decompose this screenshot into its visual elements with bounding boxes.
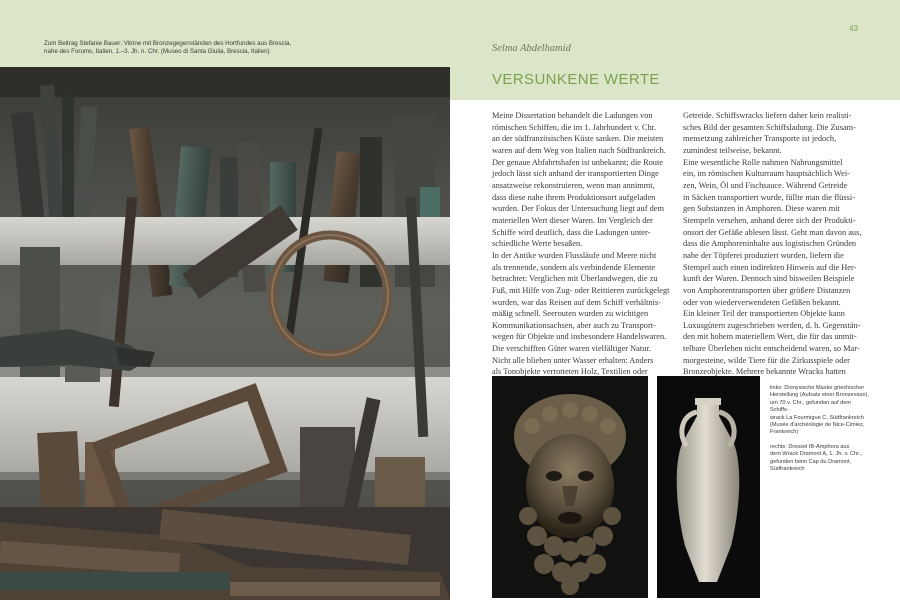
left-photo-caption xyxy=(44,40,344,56)
text-column-left xyxy=(492,110,684,378)
text-line: nahe der Töpferei produziert wurden, liefern die xyxy=(683,250,844,260)
text-column-right xyxy=(683,110,875,378)
text-line: dass diese nahe ihrem Produktionsort aufgeladen xyxy=(492,192,656,202)
text-line: Fuß, mit Hilfe von Zug- oder Reittieren zurückgelegt xyxy=(492,285,670,295)
caption-line: links: Dionysische Maske griechischer xyxy=(770,385,865,391)
text-line: Eine wesentliche Rolle nahmen Nahrungsmittel xyxy=(683,157,843,167)
text-line: in Säcken transportiert wurde, füllte man die flüssi- xyxy=(683,192,855,202)
text-line: Der genaue Abfahrtshafen ist unbekannt; die Route xyxy=(492,157,663,167)
caption-line: rechts: Dressel IB-Amphora aus xyxy=(770,443,850,450)
text-line: betrachtet: Verglichen mit Überlandwegen, die zu xyxy=(492,274,658,284)
text-line: oder von wiederverwendeten Gefäßen bekannt. xyxy=(683,297,841,307)
text-line: mensetzung zahlreicher Transporte ist jedoch, xyxy=(683,134,837,144)
text-line: morgesteine, wilde Tiere für die Zirkusspiele oder xyxy=(683,355,850,365)
text-line: Stempel auch einen indirekten Hinweis auf die Her- xyxy=(683,262,857,272)
text-line: Meine Dissertation behandelt die Ladungen von xyxy=(492,111,653,120)
text-line: onsort der Gefäße ablesen lässt. Geht man davon aus, xyxy=(683,227,862,237)
article-author: Selma Abdelhamid xyxy=(492,43,571,54)
text-line: mäßig schnell. Seerouten wurden zu wichtigen xyxy=(492,309,649,319)
text-line: Getreide. Schiffswracks liefern daher kein realisti- xyxy=(683,111,852,120)
dionysus-mask-photo xyxy=(492,376,648,598)
text-line: wurden, war das Reisen auf dem Schiff verhältnis- xyxy=(492,297,661,307)
caption-line: um 70 v. Chr., gefunden auf dem Schiffs- xyxy=(770,399,852,414)
text-line: römischen Schiffen, die im 1. Jahrhundert v. Chr. xyxy=(492,122,657,132)
text-line: sches Bild der gesamten Schiffsladung. Die Zusam- xyxy=(683,122,856,132)
text-line: telbare Überleben nicht entscheidend waren, so Mar- xyxy=(683,344,860,354)
photo-captions xyxy=(770,385,870,480)
text-line: wegen für Objekte und insbesondere Handelswaren. xyxy=(492,332,667,342)
caption-right-photo xyxy=(770,444,870,474)
text-line: kunft der Waren. Dennoch sind bisweilen Beispiele xyxy=(683,274,855,284)
right-page xyxy=(450,0,900,600)
text-line: Kommunikationsachsen, aber auch zu Transport- xyxy=(492,320,656,330)
text-line: schiedliche Werte besaßen. xyxy=(492,239,583,249)
text-line: Nicht alle blieben unter Wasser erhalten: Anders xyxy=(492,355,654,365)
text-line: Stempeln versehen, anhand derer sich der Produkti- xyxy=(683,215,856,225)
caption-left-photo xyxy=(770,385,870,437)
text-line: zumindest teilweise, bekannt. xyxy=(683,145,782,155)
article-title: VERSUNKENE WERTE xyxy=(492,71,660,89)
caption-line: Frankreich) xyxy=(770,429,799,436)
bronze-hoard-photo xyxy=(0,67,450,600)
text-line: Ein kleiner Teil der transportierten Objekte kann xyxy=(683,309,845,319)
caption-line: nahe des Forums, Italien, 1.–3. Jh. n. Chr. (Museo di Santa Giulia, Brescia, Italien) xyxy=(44,48,270,56)
text-line: materiellen Wert dieser Waren. Im Vergleich der xyxy=(492,215,653,225)
text-line: den mit hohem materiellem Wert, die für das unmit- xyxy=(683,332,857,342)
caption-line: dem Wrack Dramont A, 1. Jh. v. Chr., xyxy=(770,451,862,458)
caption-line: wrack La Fourmigue C, Südfrankreich xyxy=(770,414,864,421)
caption-line: gefunden beim Cap du Dramont, xyxy=(770,458,852,465)
text-line: Die verschifften Güter waren vielfältiger Natur. xyxy=(492,344,651,354)
text-line: zen, Wein, Öl und Fischsauce. Während Getreide xyxy=(683,180,848,190)
caption-line: (Musée d'archéologie de Nice-Cimiez, xyxy=(770,422,865,429)
amphora-photo xyxy=(657,376,760,598)
text-line: dass die Amphoreninhalte aus logistischen Gründen xyxy=(683,239,857,249)
caption-line: Südfrankreich xyxy=(770,466,805,473)
page-number: 43 xyxy=(849,24,858,33)
text-line: wurden. Der Fokus der Untersuchung liegt auf dem xyxy=(492,204,664,214)
text-line: von Amphorentransporten über größere Distanzen xyxy=(683,285,851,295)
caption-line: Herstellung (Aufsatz einer Bronzevase), xyxy=(770,392,869,399)
text-line: als trennende, sondern als verbindende Elemente xyxy=(492,262,656,272)
text-line: Schiffe wird deutlich, dass die Ladungen unter- xyxy=(492,227,651,237)
caption-line: Zum Beitrag Stefanie Bauer: Vitrine mit Bronzegegenständen des Hortfundes aus Brescia, xyxy=(44,40,292,47)
text-line: gen Substanzen in Amphoren. Diese waren mit xyxy=(683,204,840,214)
text-line: ein, im römischen Kulturraum hauptsächlich Wei- xyxy=(683,169,850,179)
text-line: Bronzeobjekte. Mehrere bekannte Wracks hatten xyxy=(683,367,846,377)
text-line: als Tonobjekte verrotteten Holz, Textilien oder xyxy=(492,367,648,377)
text-line: jedoch lässt sich anhand der transportierten Dinge xyxy=(492,169,659,179)
text-line: an der südfranzösischen Küste sanken. Die meisten xyxy=(492,134,664,144)
text-line: waren auf dem Weg von Italien nach Südfrankreich. xyxy=(492,145,666,155)
text-line: In der Antike wurden Flussläufe und Meere nicht xyxy=(492,250,657,260)
text-line: ansatzweise rekonstruieren, wenn man annimmt, xyxy=(492,180,655,190)
text-line: Luxusgütern zugeschrieben werden, d. h. Gegenstän- xyxy=(683,320,861,330)
